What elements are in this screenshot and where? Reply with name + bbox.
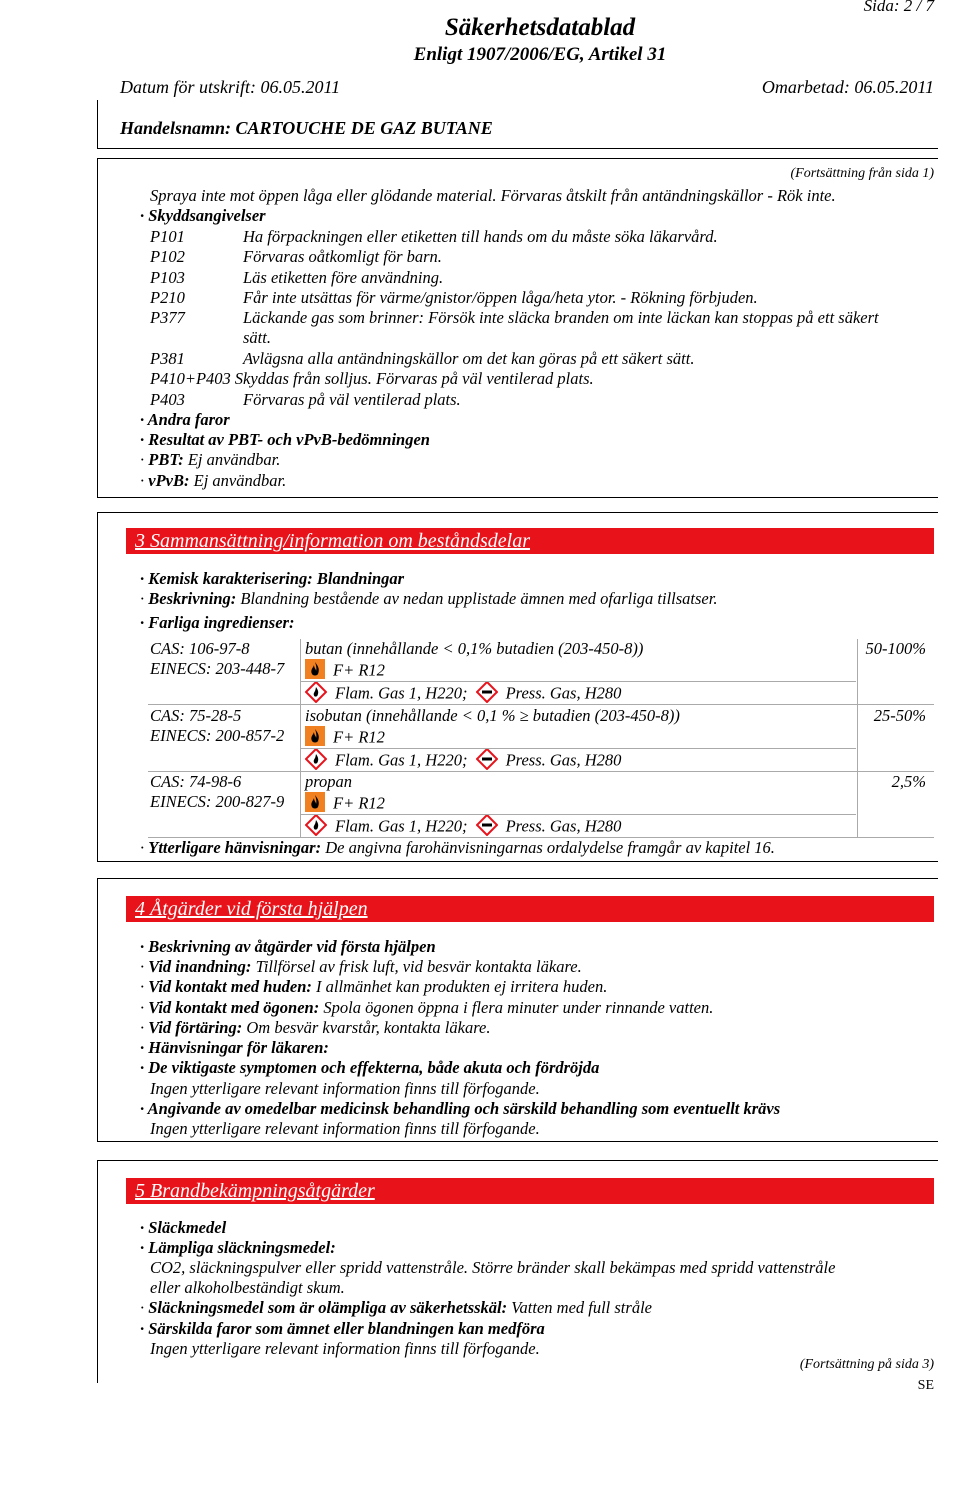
statement-row <box>150 227 718 247</box>
ingredient-concentration: 25-50% <box>873 706 926 725</box>
lampliga-value-2: eller alkoholbeständigt skum. <box>150 1278 345 1297</box>
statement-code: P410+P403 <box>150 369 231 388</box>
statement-text: Förvaras oåtkomligt för barn. <box>243 247 442 266</box>
statement-text: Läs etiketten före användning. <box>243 268 444 287</box>
olampliga-line: · Släckningsmedel som är olämpliga av säkerhetsskäl: Vatten med full stråle <box>140 1298 652 1317</box>
revised-date: Omarbetad: 06.05.2011 <box>761 77 934 97</box>
ingredient-divider <box>300 681 856 682</box>
inandning-line: · Vid inandning: Tillförsel av frisk luft, vid besvär kontakta läkare. <box>140 957 582 976</box>
statement-row <box>150 247 442 267</box>
angivande-value: Ingen ytterligare relevant information finns till förfogande. <box>150 1119 540 1138</box>
farliga-heading: · Farliga ingredienser: <box>140 613 295 632</box>
ingredient-cas: CAS: 74-98-6 <box>150 772 242 791</box>
statement-code: P102 <box>150 247 185 266</box>
lampliga-value-1: CO2, släckningspulver eller spridd vattenstråle. Större bränder skall bekämpas med spridd vattenstråle <box>150 1258 836 1277</box>
statement-code: P101 <box>150 227 185 246</box>
statement-text: Förvaras på väl ventilerad plats. <box>243 390 461 409</box>
ytterligare-line: · Ytterligare hänvisningar: De angivna farohänvisningarnas ordalydelse framgår av kapitel 16. <box>140 838 775 857</box>
statement-row <box>150 349 694 369</box>
kemisk-line: · Kemisk karakterisering: Blandningar <box>140 569 405 588</box>
statement-text: Skyddas från solljus. Förvaras på väl ventilerad plats. <box>234 369 594 388</box>
document-title: Säkerhetsdatablad <box>444 14 636 41</box>
ingredient-press: Press. Gas, H280 <box>505 750 622 770</box>
ingredient-einecs: EINECS: 200-857-2 <box>150 726 285 745</box>
statement-text: Får inte utsättas för värme/gnistor/öppen låga/heta ytor. - Rökning förbjuden. <box>243 288 758 307</box>
section3-title: 3 Sammansättning/information om beståndsdelar <box>126 528 934 554</box>
ogon-line: · Vid kontakt med ögonen: Spola ögonen öppna i flera minuter under rinnande vatten. <box>140 998 714 1017</box>
ingredient-class-code: F+ R12 <box>333 793 385 813</box>
statement-code: P377 <box>150 308 185 327</box>
sec4-beskr: · Beskrivning av åtgärder vid första hjälpen <box>140 937 436 956</box>
andra-faror: · Andra faror <box>140 410 230 429</box>
slackmedel-heading: · Släckmedel <box>140 1218 227 1237</box>
sarskilda-heading: · Särskilda faror som ämnet eller blandningen kan medföra <box>140 1319 545 1338</box>
ingredient-einecs: EINECS: 203-448-7 <box>150 659 285 678</box>
ingredient-flam: Flam. Gas 1, H220; <box>335 683 468 703</box>
ingredient-flam: Flam. Gas 1, H220; <box>335 750 468 770</box>
statement-row <box>150 308 879 328</box>
ingredient-name: butan (innehållande < 0,1% butadien (203-450-8)) <box>305 639 644 658</box>
statement-row <box>150 369 594 389</box>
symptom-heading: · De viktigaste symptomen och effekterna, både akuta och fördröjda <box>140 1058 600 1077</box>
language-code: SE <box>917 1378 934 1393</box>
pbt-line: · PBT: Ej användbar. <box>140 450 281 469</box>
spray-line: Spraya inte mot öppen låga eller glödande material. Förvaras åtskilt från antändningskällor - Rök inte. <box>150 186 836 205</box>
section4-title: 4 Åtgärder vid första hjälpen <box>126 896 934 922</box>
ingredient-einecs: EINECS: 200-827-9 <box>150 792 285 811</box>
lampliga-heading: · Lämpliga släckningsmedel: <box>140 1238 336 1257</box>
table-column-divider <box>857 639 858 837</box>
statement-row <box>150 288 758 308</box>
statement-code: P210 <box>150 288 185 307</box>
statement-code: P403 <box>150 390 185 409</box>
table-column-divider <box>300 639 301 837</box>
document-subtitle: Enligt 1907/2006/EG, Artikel 31 <box>413 44 667 65</box>
ingredient-divider <box>300 814 856 815</box>
lakare-heading: · Hänvisningar för läkaren: <box>140 1038 329 1057</box>
ingredient-concentration: 50-100% <box>865 639 926 658</box>
vpvb-line: · vPvB: Ej användbar. <box>140 471 287 490</box>
ingredient-cas: CAS: 75-28-5 <box>150 706 242 725</box>
sarskilda-value: Ingen ytterligare relevant information finns till förfogande. <box>150 1339 540 1358</box>
continued-from: (Fortsättning från sida 1) <box>790 166 934 181</box>
statement-text: Läckande gas som brinner: Försök inte släcka branden om inte läckan kan stoppas på ett säkert <box>243 308 879 327</box>
statement-text-cont: sätt. <box>243 328 271 347</box>
pbt-heading: · Resultat av PBT- och vPvB-bedömningen <box>140 430 430 449</box>
fortaring-line: · Vid förtäring: Om besvär kvarstår, kontakta läkare. <box>140 1018 491 1037</box>
statement-code: P103 <box>150 268 185 287</box>
statement-text: Ha förpackningen eller etiketten till hands om du måste söka läkarvård. <box>243 227 718 246</box>
skydd-heading: · Skyddsangivelser <box>140 206 266 225</box>
trade-name: Handelsnamn: CARTOUCHE DE GAZ BUTANE <box>120 118 493 138</box>
ingredient-divider <box>300 748 856 749</box>
ingredient-press: Press. Gas, H280 <box>505 816 622 836</box>
continued-to: (Fortsättning på sida 3) <box>799 1357 934 1372</box>
section5-title: 5 Brandbekämpningsåtgärder <box>126 1178 934 1204</box>
ingredient-cas: CAS: 106-97-8 <box>150 639 250 658</box>
page-number: Sida: 2 / 7 <box>863 0 934 15</box>
ingredient-class-code: F+ R12 <box>333 727 385 747</box>
ingredient-flam: Flam. Gas 1, H220; <box>335 816 468 836</box>
statement-row <box>150 268 443 288</box>
ingredient-concentration: 2,5% <box>891 772 926 791</box>
ingredient-row-divider <box>148 771 934 772</box>
statement-code: P381 <box>150 349 185 368</box>
statement-row <box>150 390 461 410</box>
hud-line: · Vid kontakt med huden: I allmänhet kan produkten ej irritera huden. <box>140 977 608 996</box>
ingredient-class-code: F+ R12 <box>333 660 385 680</box>
ingredient-row-divider <box>148 704 934 705</box>
ingredient-name: propan <box>305 772 353 791</box>
statement-text: Avlägsna alla antändningskällor om det kan göras på ett säkert sätt. <box>243 349 695 368</box>
ingredient-press: Press. Gas, H280 <box>505 683 622 703</box>
symptom-value: Ingen ytterligare relevant information finns till förfogande. <box>150 1079 540 1098</box>
beskrivning-line: · Beskrivning: Blandning bestående av nedan upplistade ämnen med ofarliga tillsatser. <box>140 589 718 608</box>
angivande-heading: · Angivande av omedelbar medicinsk behandling och särskild behandling som eventuellt krävs <box>140 1099 781 1118</box>
ingredient-name: isobutan (innehållande < 0,1 % ≥ butadien (203-450-8)) <box>305 706 680 725</box>
print-date: Datum för utskrift: 06.05.2011 <box>120 77 341 97</box>
